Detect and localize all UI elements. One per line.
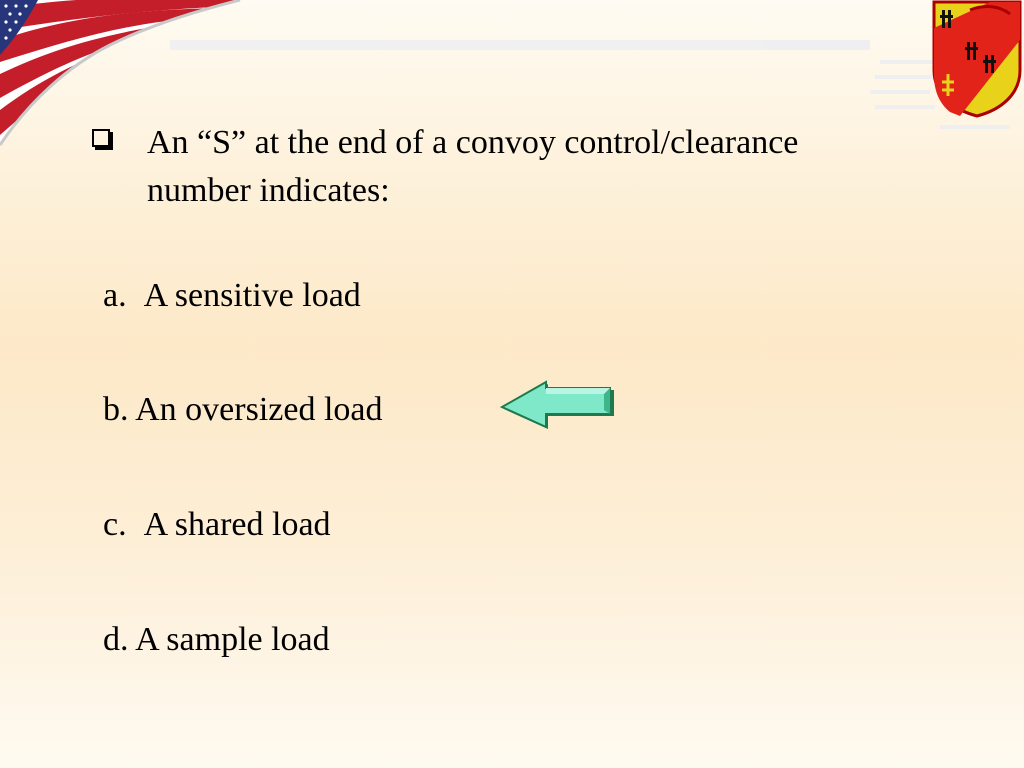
question-text [147,119,798,215]
option-b [103,390,383,430]
option-d [103,620,330,660]
hollow-square-bullet-icon [92,129,110,147]
unit-crest-icon [930,0,1024,120]
option-text: A sample load [135,621,330,658]
option-letter: d. [103,621,129,658]
question-line-1: An “S” at the end of a convoy control/clearance [147,124,799,161]
left-arrow-icon [500,380,618,434]
question-line-2: number indicates: [147,172,390,209]
option-letter: b. [103,391,129,428]
option-text: A shared load [143,506,331,543]
option-text: An oversized load [135,391,383,428]
option-text: A sensitive load [143,277,361,314]
option-letter: c. [103,506,127,543]
option-c [103,505,331,545]
option-letter: a. [103,277,127,314]
option-a [103,276,361,316]
